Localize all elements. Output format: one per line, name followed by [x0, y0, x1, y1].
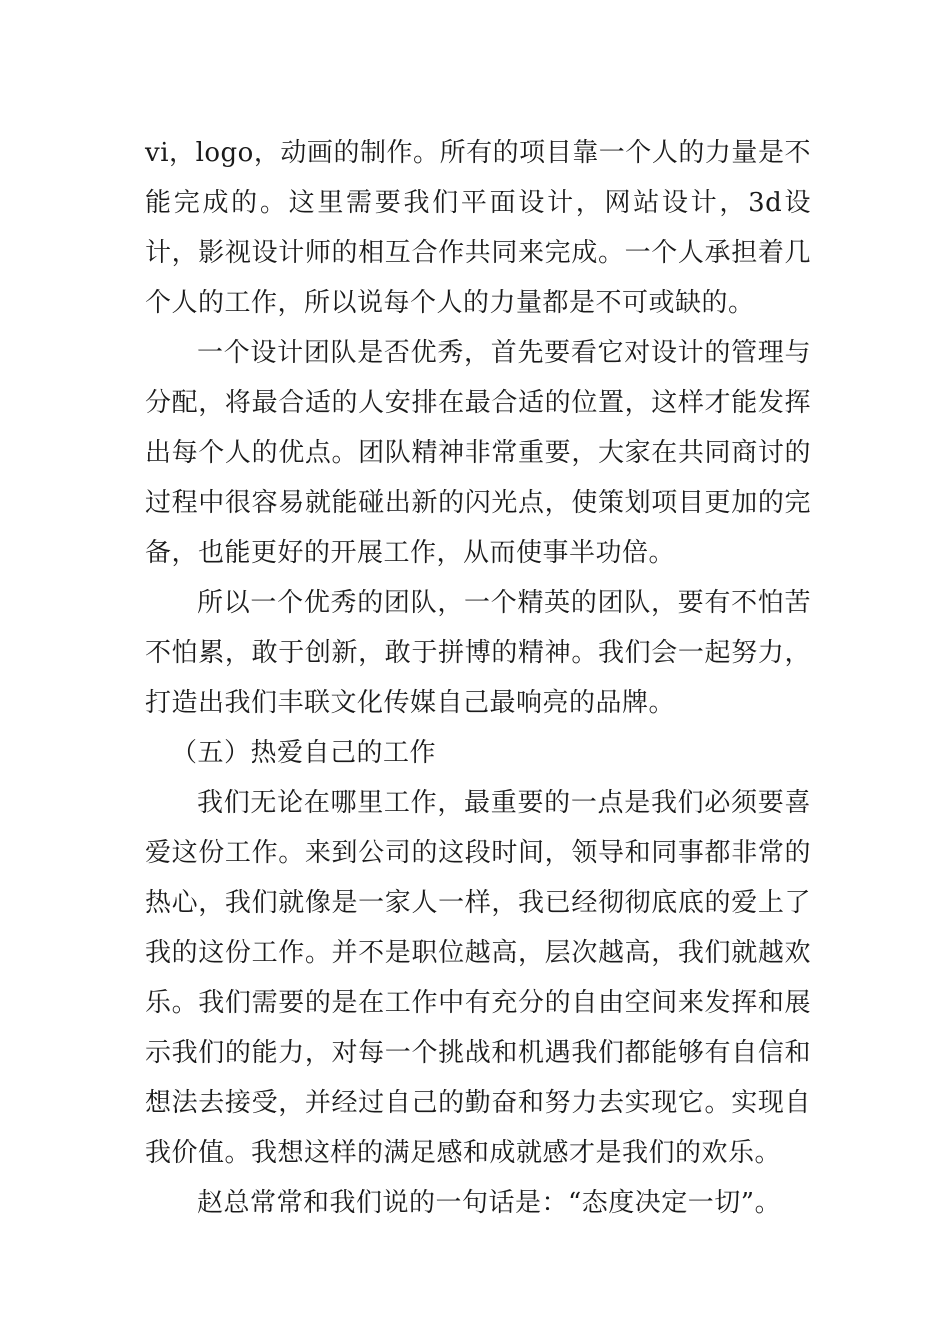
paragraph-design-team-management: 一个设计团队是否优秀，首先要看它对设计的管理与分配，将最合适的人安排在最合适的位置，这样才能发挥出每个人的优点。团队精神非常重要，大家在共同商讨的过程中很容易就能碰出新的闪光点，使策划项目更加的完备，也能更好的开展工作，从而使事半功倍。	[145, 338, 811, 568]
paragraph-excellent-team-spirit: 所以一个优秀的团队，一个精英的团队，要有不怕苦不怕累，敢于创新，敢于拼博的精神。我们会一起努力，打造出我们丰联文化传媒自己最响亮的品牌。	[145, 588, 811, 718]
document-body	[145, 128, 811, 1228]
paragraph-team-collaboration: vi，logo，动画的制作。所有的项目靠一个人的力量是不能完成的。这里需要我们平面设计，网站设计，3d设计，影视设计师的相互合作共同来完成。一个人承担着几个人的工作，所以说每个人的力量都是不可或缺的。	[145, 138, 811, 318]
paragraph-love-this-work: 我们无论在哪里工作，最重要的一点是我们必须要喜爱这份工作。来到公司的这段时间，领导和同事都非常的热心，我们就像是一家人一样，我已经彻彻底底的爱上了我的这份工作。并不是职位越高，层次越高，我们就越欢乐。我们需要的是在工作中有充分的自由空间来发挥和展示我们的能力，对每一个挑战和机遇我们都能够有自信和想法去接受，并经过自己的勤奋和努力去实现它。实现自我价值。我想这样的满足感和成就感才是我们的欢乐。	[145, 788, 811, 1168]
paragraph-attitude-decides-everything: 赵总常常和我们说的一句话是：“态度决定一切”。	[197, 1188, 782, 1218]
section-heading-love-your-work: （五）热爱自己的工作	[171, 738, 437, 768]
